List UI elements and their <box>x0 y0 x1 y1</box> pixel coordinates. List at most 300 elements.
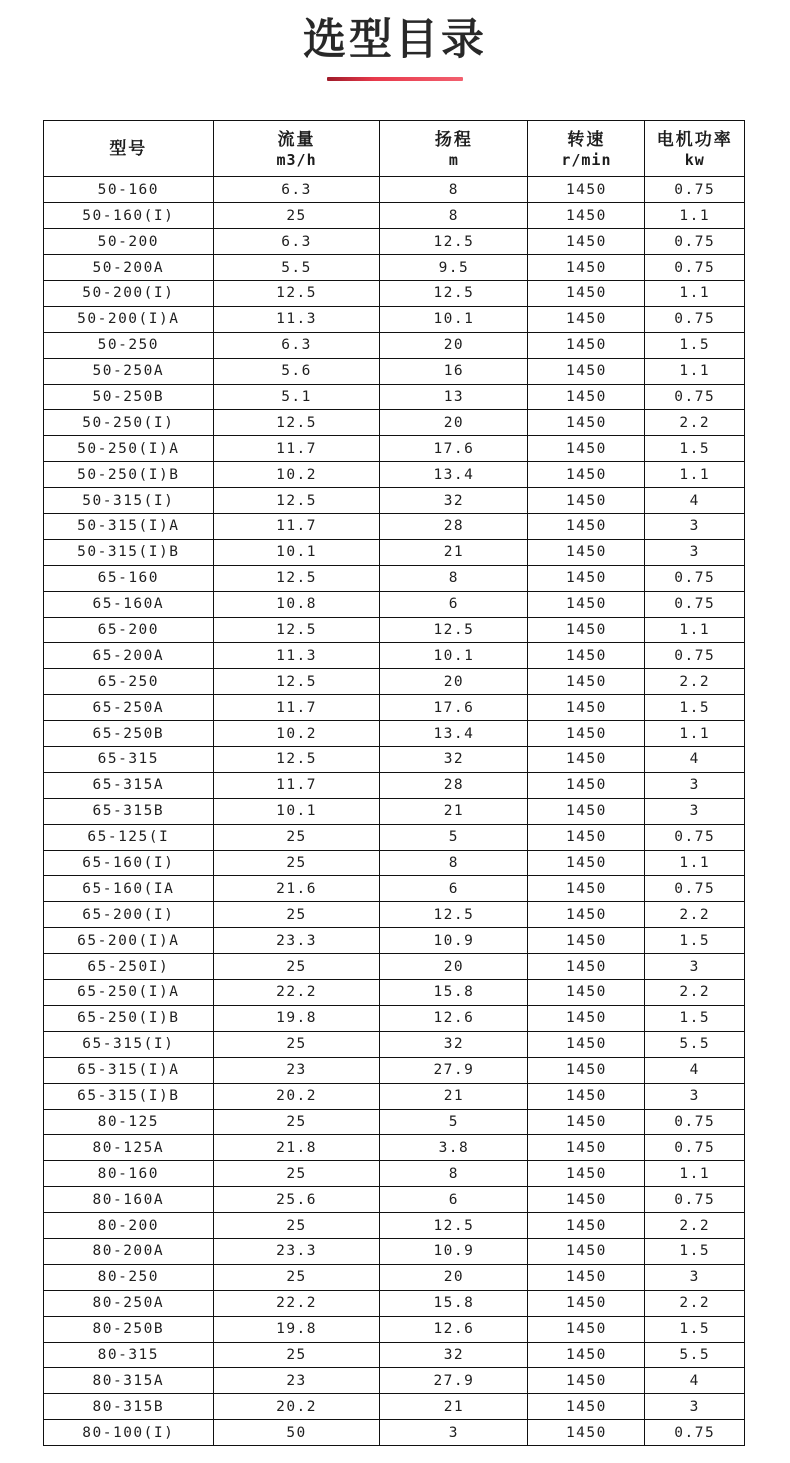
table-cell: 21 <box>380 539 528 565</box>
table-cell: 1450 <box>528 1290 645 1316</box>
table-cell: 25 <box>213 1342 380 1368</box>
catalog-table <box>43 120 745 1446</box>
table-cell: 1450 <box>528 539 645 565</box>
table-cell: 25 <box>213 902 380 928</box>
table-cell: 50-250(I)A <box>44 436 214 462</box>
table-cell: 50-160 <box>44 177 214 203</box>
table-cell: 1450 <box>528 358 645 384</box>
table-cell: 23 <box>213 1057 380 1083</box>
table-cell: 25 <box>213 850 380 876</box>
table-cell: 5 <box>380 824 528 850</box>
table-cell: 20.2 <box>213 1394 380 1420</box>
table-cell: 21.8 <box>213 1135 380 1161</box>
table-cell: 1450 <box>528 436 645 462</box>
table-cell: 11.7 <box>213 436 380 462</box>
table-cell: 12.5 <box>380 1213 528 1239</box>
table-cell: 65-250B <box>44 721 214 747</box>
table-cell: 50-160(I) <box>44 203 214 229</box>
table-cell: 16 <box>380 358 528 384</box>
table-cell: 80-250 <box>44 1264 214 1290</box>
table-cell: 5.5 <box>645 1342 745 1368</box>
table-row <box>44 229 745 255</box>
table-cell: 3 <box>645 514 745 540</box>
table-row <box>44 1187 745 1213</box>
table-cell: 1450 <box>528 255 645 281</box>
table-cell: 22.2 <box>213 1290 380 1316</box>
table-cell: 21 <box>380 1394 528 1420</box>
table-cell: 3 <box>645 798 745 824</box>
table-cell: 19.8 <box>213 1316 380 1342</box>
table-cell: 8 <box>380 850 528 876</box>
title-underline-accent <box>327 77 463 81</box>
table-cell: 1450 <box>528 1005 645 1031</box>
table-cell: 13 <box>380 384 528 410</box>
table-cell: 1450 <box>528 1368 645 1394</box>
table-cell: 1450 <box>528 1187 645 1213</box>
header-cell-2 <box>380 121 528 177</box>
table-cell: 32 <box>380 1031 528 1057</box>
table-cell: 3 <box>645 1083 745 1109</box>
table-row <box>44 177 745 203</box>
table-cell: 1450 <box>528 203 645 229</box>
table-cell: 25 <box>213 1031 380 1057</box>
table-cell: 5.5 <box>213 255 380 281</box>
table-cell: 1450 <box>528 902 645 928</box>
table-cell: 10.8 <box>213 591 380 617</box>
table-cell: 65-160(IA <box>44 876 214 902</box>
table-cell: 2.2 <box>645 980 745 1006</box>
table-row <box>44 462 745 488</box>
table-cell: 27.9 <box>380 1368 528 1394</box>
table-row <box>44 798 745 824</box>
header-unit: m3/h <box>276 150 317 169</box>
table-cell: 1.5 <box>645 695 745 721</box>
table-cell: 17.6 <box>380 436 528 462</box>
table-cell: 12.5 <box>380 281 528 307</box>
table-cell: 1450 <box>528 1031 645 1057</box>
table-row <box>44 384 745 410</box>
table-cell: 80-250B <box>44 1316 214 1342</box>
table-row <box>44 1083 745 1109</box>
table-cell: 4 <box>645 488 745 514</box>
table-cell: 50-200A <box>44 255 214 281</box>
table-cell: 1.1 <box>645 281 745 307</box>
table-cell: 20.2 <box>213 1083 380 1109</box>
table-cell: 3 <box>645 954 745 980</box>
table-cell: 1450 <box>528 850 645 876</box>
table-cell: 1450 <box>528 1213 645 1239</box>
table-cell: 6.3 <box>213 229 380 255</box>
table-cell: 6 <box>380 1187 528 1213</box>
table-cell: 80-160 <box>44 1161 214 1187</box>
table-cell: 80-125A <box>44 1135 214 1161</box>
table-cell: 6.3 <box>213 332 380 358</box>
table-cell: 6 <box>380 591 528 617</box>
table-cell: 20 <box>380 954 528 980</box>
table-row <box>44 772 745 798</box>
table-cell: 0.75 <box>645 306 745 332</box>
table-cell: 1450 <box>528 565 645 591</box>
header-unit: m <box>448 150 459 169</box>
table-cell: 12.5 <box>213 617 380 643</box>
table-cell: 1450 <box>528 1161 645 1187</box>
table-cell: 50-315(I)A <box>44 514 214 540</box>
table-cell: 65-315(I)B <box>44 1083 214 1109</box>
table-cell: 1450 <box>528 177 645 203</box>
table-row <box>44 332 745 358</box>
table-row <box>44 928 745 954</box>
table-cell: 12.5 <box>380 617 528 643</box>
table-cell: 4 <box>645 1368 745 1394</box>
table-cell: 1.1 <box>645 462 745 488</box>
table-cell: 12.5 <box>380 902 528 928</box>
table-cell: 1450 <box>528 462 645 488</box>
table-row <box>44 1238 745 1264</box>
table-cell: 2.2 <box>645 1290 745 1316</box>
table-cell: 12.5 <box>213 281 380 307</box>
table-cell: 10.9 <box>380 1238 528 1264</box>
table-cell: 11.7 <box>213 514 380 540</box>
table-cell: 1450 <box>528 410 645 436</box>
table-cell: 50-250A <box>44 358 214 384</box>
table-cell: 80-315B <box>44 1394 214 1420</box>
table-cell: 28 <box>380 514 528 540</box>
table-cell: 0.75 <box>645 1420 745 1446</box>
table-cell: 12.5 <box>213 410 380 436</box>
table-cell: 12.6 <box>380 1005 528 1031</box>
table-cell: 3 <box>645 1264 745 1290</box>
table-cell: 25 <box>213 954 380 980</box>
table-cell: 50-250(I)B <box>44 462 214 488</box>
table-cell: 1450 <box>528 747 645 773</box>
table-cell: 1450 <box>528 1420 645 1446</box>
table-cell: 27.9 <box>380 1057 528 1083</box>
selection-catalog-section <box>43 120 790 1446</box>
table-cell: 1450 <box>528 1316 645 1342</box>
table-row <box>44 850 745 876</box>
table-cell: 17.6 <box>380 695 528 721</box>
table-cell: 65-315(I) <box>44 1031 214 1057</box>
table-cell: 1450 <box>528 695 645 721</box>
table-cell: 50-200(I)A <box>44 306 214 332</box>
table-cell: 80-125 <box>44 1109 214 1135</box>
header-label: 转速 <box>567 130 606 150</box>
table-cell: 8 <box>380 177 528 203</box>
table-cell: 3 <box>645 539 745 565</box>
table-cell: 1450 <box>528 980 645 1006</box>
table-cell: 1450 <box>528 1057 645 1083</box>
table-cell: 20 <box>380 1264 528 1290</box>
table-cell: 25 <box>213 1109 380 1135</box>
table-cell: 80-160A <box>44 1187 214 1213</box>
table-cell: 80-250A <box>44 1290 214 1316</box>
table-cell: 1.1 <box>645 358 745 384</box>
table-cell: 50-200(I) <box>44 281 214 307</box>
header-cell-0 <box>44 121 214 177</box>
table-cell: 25.6 <box>213 1187 380 1213</box>
table-cell: 3 <box>380 1420 528 1446</box>
header-label: 电机功率 <box>656 130 733 150</box>
table-row <box>44 255 745 281</box>
table-cell: 4 <box>645 747 745 773</box>
table-cell: 1450 <box>528 281 645 307</box>
table-body <box>44 177 745 1446</box>
table-cell: 1.5 <box>645 332 745 358</box>
table-cell: 11.3 <box>213 643 380 669</box>
table-cell: 6.3 <box>213 177 380 203</box>
table-cell: 1.1 <box>645 850 745 876</box>
header-cell-3 <box>528 121 645 177</box>
table-cell: 1.1 <box>645 721 745 747</box>
table-row <box>44 410 745 436</box>
table-cell: 65-315A <box>44 772 214 798</box>
table-cell: 80-315A <box>44 1368 214 1394</box>
table-cell: 10.2 <box>213 721 380 747</box>
table-cell: 32 <box>380 1342 528 1368</box>
table-cell: 12.5 <box>213 747 380 773</box>
table-cell: 65-160A <box>44 591 214 617</box>
header-label: 流量 <box>277 130 316 150</box>
table-cell: 20 <box>380 669 528 695</box>
table-cell: 1450 <box>528 1394 645 1420</box>
table-row <box>44 1368 745 1394</box>
table-cell: 0.75 <box>645 643 745 669</box>
table-row <box>44 1109 745 1135</box>
table-cell: 5.1 <box>213 384 380 410</box>
table-cell: 65-200(I)A <box>44 928 214 954</box>
table-cell: 8 <box>380 203 528 229</box>
table-cell: 21.6 <box>213 876 380 902</box>
table-cell: 15.8 <box>380 1290 528 1316</box>
table-cell: 50-250 <box>44 332 214 358</box>
table-cell: 1450 <box>528 229 645 255</box>
table-row <box>44 747 745 773</box>
table-cell: 65-200A <box>44 643 214 669</box>
table-cell: 4 <box>645 1057 745 1083</box>
table-cell: 1450 <box>528 1083 645 1109</box>
table-cell: 65-160(I) <box>44 850 214 876</box>
table-cell: 65-250A <box>44 695 214 721</box>
table-row <box>44 954 745 980</box>
table-cell: 1.1 <box>645 617 745 643</box>
table-cell: 1.5 <box>645 1238 745 1264</box>
table-row <box>44 1264 745 1290</box>
header-row <box>44 121 745 177</box>
table-cell: 0.75 <box>645 876 745 902</box>
table-cell: 2.2 <box>645 669 745 695</box>
table-cell: 1450 <box>528 591 645 617</box>
table-cell: 2.2 <box>645 1213 745 1239</box>
table-row <box>44 591 745 617</box>
table-cell: 23.3 <box>213 1238 380 1264</box>
table-cell: 50-250B <box>44 384 214 410</box>
table-cell: 1450 <box>528 669 645 695</box>
table-cell: 0.75 <box>645 177 745 203</box>
table-row <box>44 1394 745 1420</box>
table-cell: 65-160 <box>44 565 214 591</box>
table-cell: 65-125(I <box>44 824 214 850</box>
table-row <box>44 876 745 902</box>
table-cell: 11.7 <box>213 772 380 798</box>
table-cell: 1.5 <box>645 436 745 462</box>
table-row <box>44 643 745 669</box>
table-cell: 8 <box>380 565 528 591</box>
table-cell: 65-250(I)B <box>44 1005 214 1031</box>
table-cell: 20 <box>380 410 528 436</box>
table-cell: 23.3 <box>213 928 380 954</box>
table-row <box>44 436 745 462</box>
table-cell: 50 <box>213 1420 380 1446</box>
table-cell: 80-100(I) <box>44 1420 214 1446</box>
table-cell: 50-200 <box>44 229 214 255</box>
table-cell: 1450 <box>528 1238 645 1264</box>
table-cell: 1450 <box>528 772 645 798</box>
header-label: 扬程 <box>434 130 473 150</box>
table-cell: 12.6 <box>380 1316 528 1342</box>
table-cell: 1450 <box>528 1109 645 1135</box>
table-cell: 3 <box>645 1394 745 1420</box>
table-cell: 0.75 <box>645 1135 745 1161</box>
table-cell: 3 <box>645 772 745 798</box>
table-row <box>44 1161 745 1187</box>
table-cell: 1.5 <box>645 928 745 954</box>
table-cell: 2.2 <box>645 410 745 436</box>
table-cell: 65-315B <box>44 798 214 824</box>
table-cell: 65-200 <box>44 617 214 643</box>
table-cell: 13.4 <box>380 462 528 488</box>
table-cell: 1.5 <box>645 1316 745 1342</box>
table-cell: 20 <box>380 332 528 358</box>
table-cell: 65-250(I)A <box>44 980 214 1006</box>
table-cell: 65-315 <box>44 747 214 773</box>
table-cell: 50-315(I)B <box>44 539 214 565</box>
table-cell: 12.5 <box>213 565 380 591</box>
table-row <box>44 1290 745 1316</box>
table-cell: 1450 <box>528 928 645 954</box>
table-cell: 12.5 <box>380 229 528 255</box>
table-cell: 50-250(I) <box>44 410 214 436</box>
table-cell: 11.3 <box>213 306 380 332</box>
table-cell: 15.8 <box>380 980 528 1006</box>
table-cell: 8 <box>380 1161 528 1187</box>
table-cell: 32 <box>380 747 528 773</box>
table-row <box>44 695 745 721</box>
table-cell: 9.5 <box>380 255 528 281</box>
table-row <box>44 565 745 591</box>
table-cell: 10.1 <box>213 798 380 824</box>
table-cell: 65-250I) <box>44 954 214 980</box>
table-cell: 1450 <box>528 954 645 980</box>
table-row <box>44 980 745 1006</box>
table-row <box>44 514 745 540</box>
table-cell: 3.8 <box>380 1135 528 1161</box>
table-cell: 1.5 <box>645 1005 745 1031</box>
table-cell: 32 <box>380 488 528 514</box>
table-cell: 1450 <box>528 721 645 747</box>
table-cell: 21 <box>380 1083 528 1109</box>
table-cell: 0.75 <box>645 229 745 255</box>
table-cell: 80-200 <box>44 1213 214 1239</box>
table-cell: 65-315(I)A <box>44 1057 214 1083</box>
table-row <box>44 281 745 307</box>
table-cell: 25 <box>213 1213 380 1239</box>
table-row <box>44 306 745 332</box>
table-cell: 1450 <box>528 1264 645 1290</box>
table-cell: 6 <box>380 876 528 902</box>
table-cell: 12.5 <box>213 669 380 695</box>
table-cell: 1.1 <box>645 1161 745 1187</box>
table-row <box>44 1316 745 1342</box>
table-cell: 0.75 <box>645 1187 745 1213</box>
table-cell: 1450 <box>528 332 645 358</box>
table-cell: 1450 <box>528 824 645 850</box>
table-cell: 0.75 <box>645 565 745 591</box>
header-cell-4 <box>645 121 745 177</box>
table-row <box>44 824 745 850</box>
table-cell: 65-250 <box>44 669 214 695</box>
table-row <box>44 539 745 565</box>
table-row <box>44 203 745 229</box>
table-row <box>44 1213 745 1239</box>
header-cell-1 <box>213 121 380 177</box>
table-cell: 0.75 <box>645 384 745 410</box>
table-row <box>44 669 745 695</box>
table-cell: 10.1 <box>380 306 528 332</box>
table-cell: 19.8 <box>213 1005 380 1031</box>
table-cell: 12.5 <box>213 488 380 514</box>
table-row <box>44 358 745 384</box>
table-row <box>44 902 745 928</box>
table-cell: 23 <box>213 1368 380 1394</box>
table-cell: 0.75 <box>645 255 745 281</box>
table-cell: 1450 <box>528 1135 645 1161</box>
table-cell: 1450 <box>528 1342 645 1368</box>
table-row <box>44 1135 745 1161</box>
table-cell: 10.9 <box>380 928 528 954</box>
header-unit: r/min <box>561 150 612 169</box>
header-unit: kw <box>684 150 705 169</box>
table-cell: 2.2 <box>645 902 745 928</box>
table-cell: 65-200(I) <box>44 902 214 928</box>
table-cell: 1450 <box>528 306 645 332</box>
table-row <box>44 617 745 643</box>
table-row <box>44 721 745 747</box>
table-cell: 1450 <box>528 643 645 669</box>
table-cell: 25 <box>213 203 380 229</box>
table-cell: 0.75 <box>645 1109 745 1135</box>
table-cell: 1450 <box>528 617 645 643</box>
table-cell: 5.6 <box>213 358 380 384</box>
table-row <box>44 1342 745 1368</box>
table-cell: 25 <box>213 1264 380 1290</box>
table-cell: 1.1 <box>645 203 745 229</box>
table-row <box>44 488 745 514</box>
table-cell: 13.4 <box>380 721 528 747</box>
table-cell: 25 <box>213 824 380 850</box>
table-cell: 50-315(I) <box>44 488 214 514</box>
table-cell: 22.2 <box>213 980 380 1006</box>
table-cell: 1450 <box>528 876 645 902</box>
table-cell: 11.7 <box>213 695 380 721</box>
table-cell: 21 <box>380 798 528 824</box>
table-cell: 28 <box>380 772 528 798</box>
header-label: 型号 <box>109 139 148 159</box>
table-cell: 25 <box>213 1161 380 1187</box>
table-cell: 1450 <box>528 384 645 410</box>
table-cell: 0.75 <box>645 591 745 617</box>
table-cell: 80-315 <box>44 1342 214 1368</box>
table-row <box>44 1057 745 1083</box>
